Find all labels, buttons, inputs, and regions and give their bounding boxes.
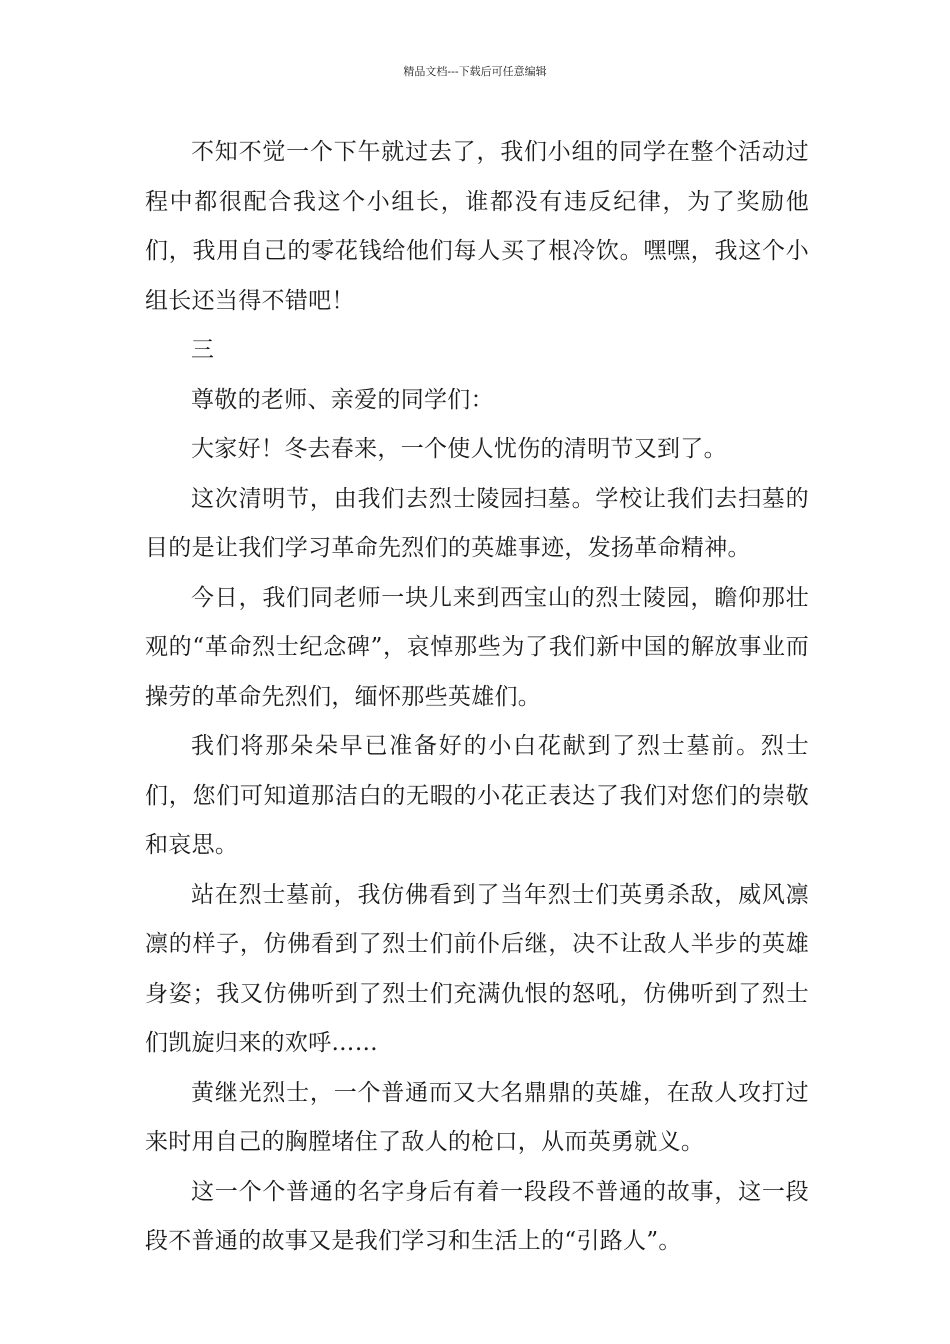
paragraph-5: 站在烈士墓前，我仿佛看到了当年烈士们英勇杀敌，威风凛凛的样子，仿佛看到了烈士们前仆后继，决不让敌人半步的英雄身姿；我又仿佛听到了烈士们充满仇恨的怒吼，仿佛听到了烈士们凯旋归来的欢呼……	[145, 881, 809, 1056]
section-number: 三	[191, 337, 215, 363]
paragraph-7: 这一个个普通的名字身后有着一段段不普通的故事，这一段段不普通的故事又是我们学习和生活上的“引路人”。	[145, 1178, 809, 1254]
paragraph-4: 我们将那朵朵早已准备好的小白花献到了烈士墓前。烈士们，您们可知道那洁白的无暇的小花正表达了我们对您们的崇敬和哀思。	[145, 733, 809, 858]
page-header: 精品文档---下载后可任意编辑	[403, 65, 547, 78]
paragraph-1: 不知不觉一个下午就过去了，我们小组的同学在整个活动过程中都很配合我这个小组长，谁都没有违反纪律，为了奖励他们，我用自己的零花钱给他们每人买了根冷饮。嘿嘿，我这个小组长还当得不错吧！	[145, 139, 809, 314]
salutation: 尊敬的老师、亲爱的同学们：	[191, 386, 494, 413]
greeting: 大家好！冬去春来，一个使人忧伤的清明节又到了。	[191, 436, 727, 462]
document-body	[145, 128, 809, 1267]
paragraph-6: 黄继光烈士，一个普通而又大名鼎鼎的英雄，在敌人攻打过来时用自己的胸膛堵住了敌人的枪口，从而英勇就义。	[145, 1079, 809, 1155]
paragraph-2: 这次清明节，由我们去烈士陵园扫墓。学校让我们去扫墓的目的是让我们学习革命先烈们的英雄事迹，发扬革命精神。	[145, 485, 809, 561]
paragraph-3: 今日，我们同老师一块儿来到西宝山的烈士陵园，瞻仰那壮观的“革命烈士纪念碑”，哀悼那些为了我们新中国的解放事业而操劳的革命先烈们，缅怀那些英雄们。	[145, 584, 809, 710]
